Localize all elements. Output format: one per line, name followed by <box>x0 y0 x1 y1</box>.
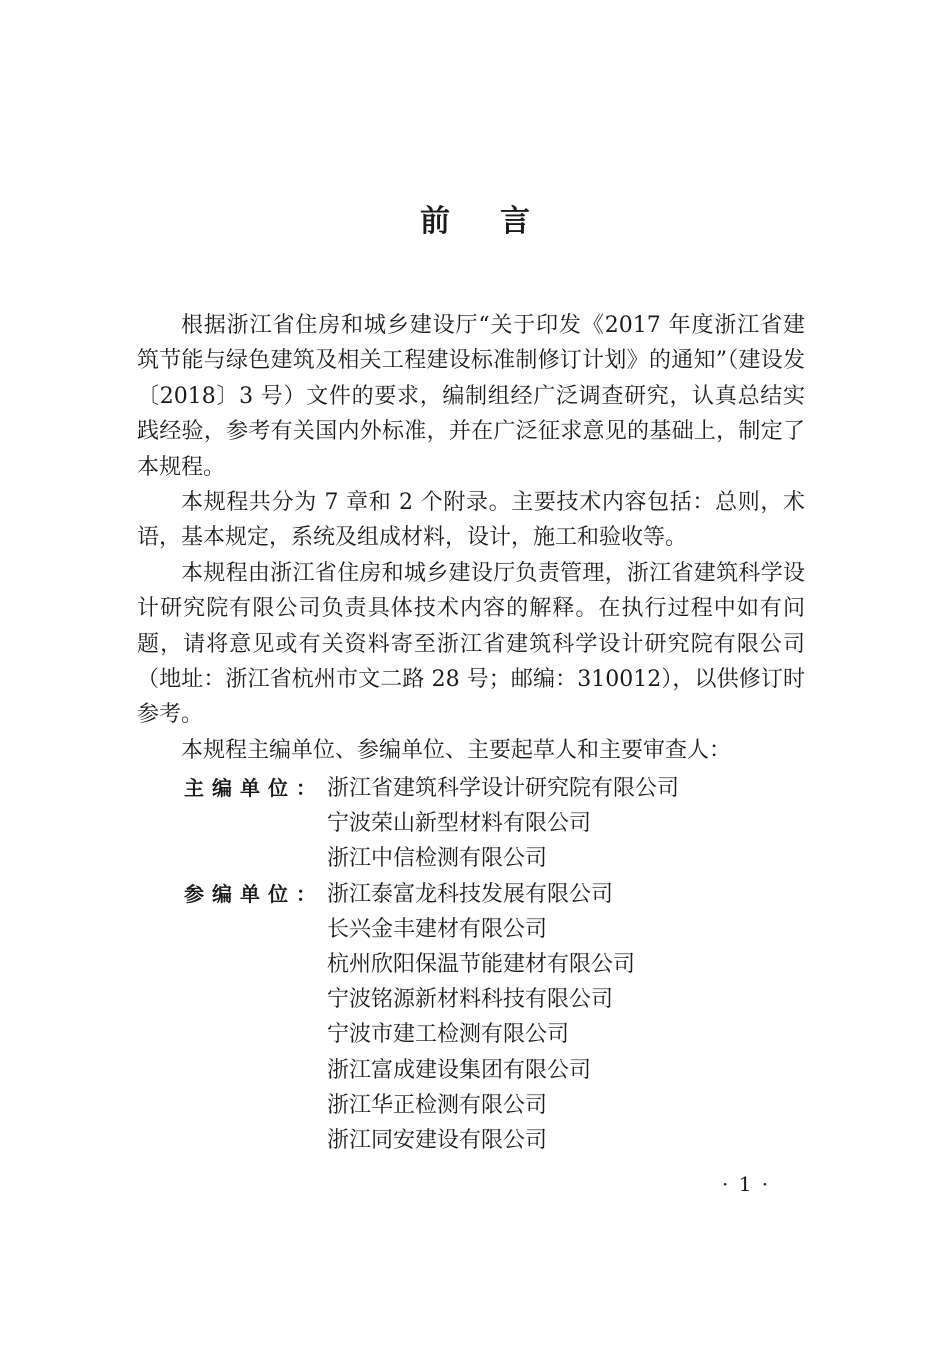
list-item: 宁波荣山新型材料有限公司 <box>327 811 592 837</box>
participating-units-label: 参编单位： <box>184 881 324 906</box>
list-item: 长兴金丰建材有限公司 <box>327 916 548 942</box>
chief-units-list <box>327 771 679 877</box>
list-item: 宁波铭源新材料科技有限公司 <box>327 987 614 1013</box>
list-item: 宁波市建工检测有限公司 <box>327 1022 570 1048</box>
chief-units-label: 主编单位： <box>184 776 324 800</box>
paragraph-structure: 本规程共分为 7 章和 2 个附录。主要技术内容包括：总则，术语，基本规定，系统及组成材料，设计，施工和验收等。 <box>137 490 805 551</box>
list-item: 浙江富成建设集团有限公司 <box>327 1057 592 1083</box>
list-item: 浙江华正检测有限公司 <box>327 1092 548 1118</box>
paragraph-basis: 根据浙江省住房和城乡建设厅“关于印发《2017 年度浙江省建筑节能与绿色建筑及相关工程建设标准制修订计划》的通知”（建设发〔2018〕3 号）文件的要求，编制组经广泛调查研究，认真总结实践经验，参考有关国内外标准，并在广泛征求意见的基础上，制定了本规程。 <box>137 313 805 480</box>
page-number: · 1 · <box>722 1172 771 1196</box>
preface-body <box>137 308 805 768</box>
list-item: 浙江中信检测有限公司 <box>327 846 548 872</box>
list-item: 杭州欣阳保温节能建材有限公司 <box>327 952 636 978</box>
participating-units-list <box>327 877 635 1159</box>
list-item: 浙江同安建设有限公司 <box>327 1128 548 1154</box>
paragraph-units-intro: 本规程主编单位、参编单位、主要起草人和主要审查人： <box>181 737 732 763</box>
list-item: 浙江泰富龙科技发展有限公司 <box>327 881 614 907</box>
chief-units-group <box>184 771 679 877</box>
participating-units-group <box>184 877 679 1159</box>
units-section <box>184 771 679 1158</box>
list-item: 浙江省建筑科学设计研究院有限公司 <box>327 776 680 801</box>
paragraph-management: 本规程由浙江省住房和城乡建设厅负责管理，浙江省建筑科学设计研究院有限公司负责具体技术内容的解释。在执行过程中如有问题，请将意见或有关资料寄至浙江省建筑科学设计研究院有限公司（地址：浙江省杭州市文二路 28 号；邮编：310012），以供修订时参考。 <box>137 560 805 728</box>
page-title: 前言 <box>420 204 580 239</box>
